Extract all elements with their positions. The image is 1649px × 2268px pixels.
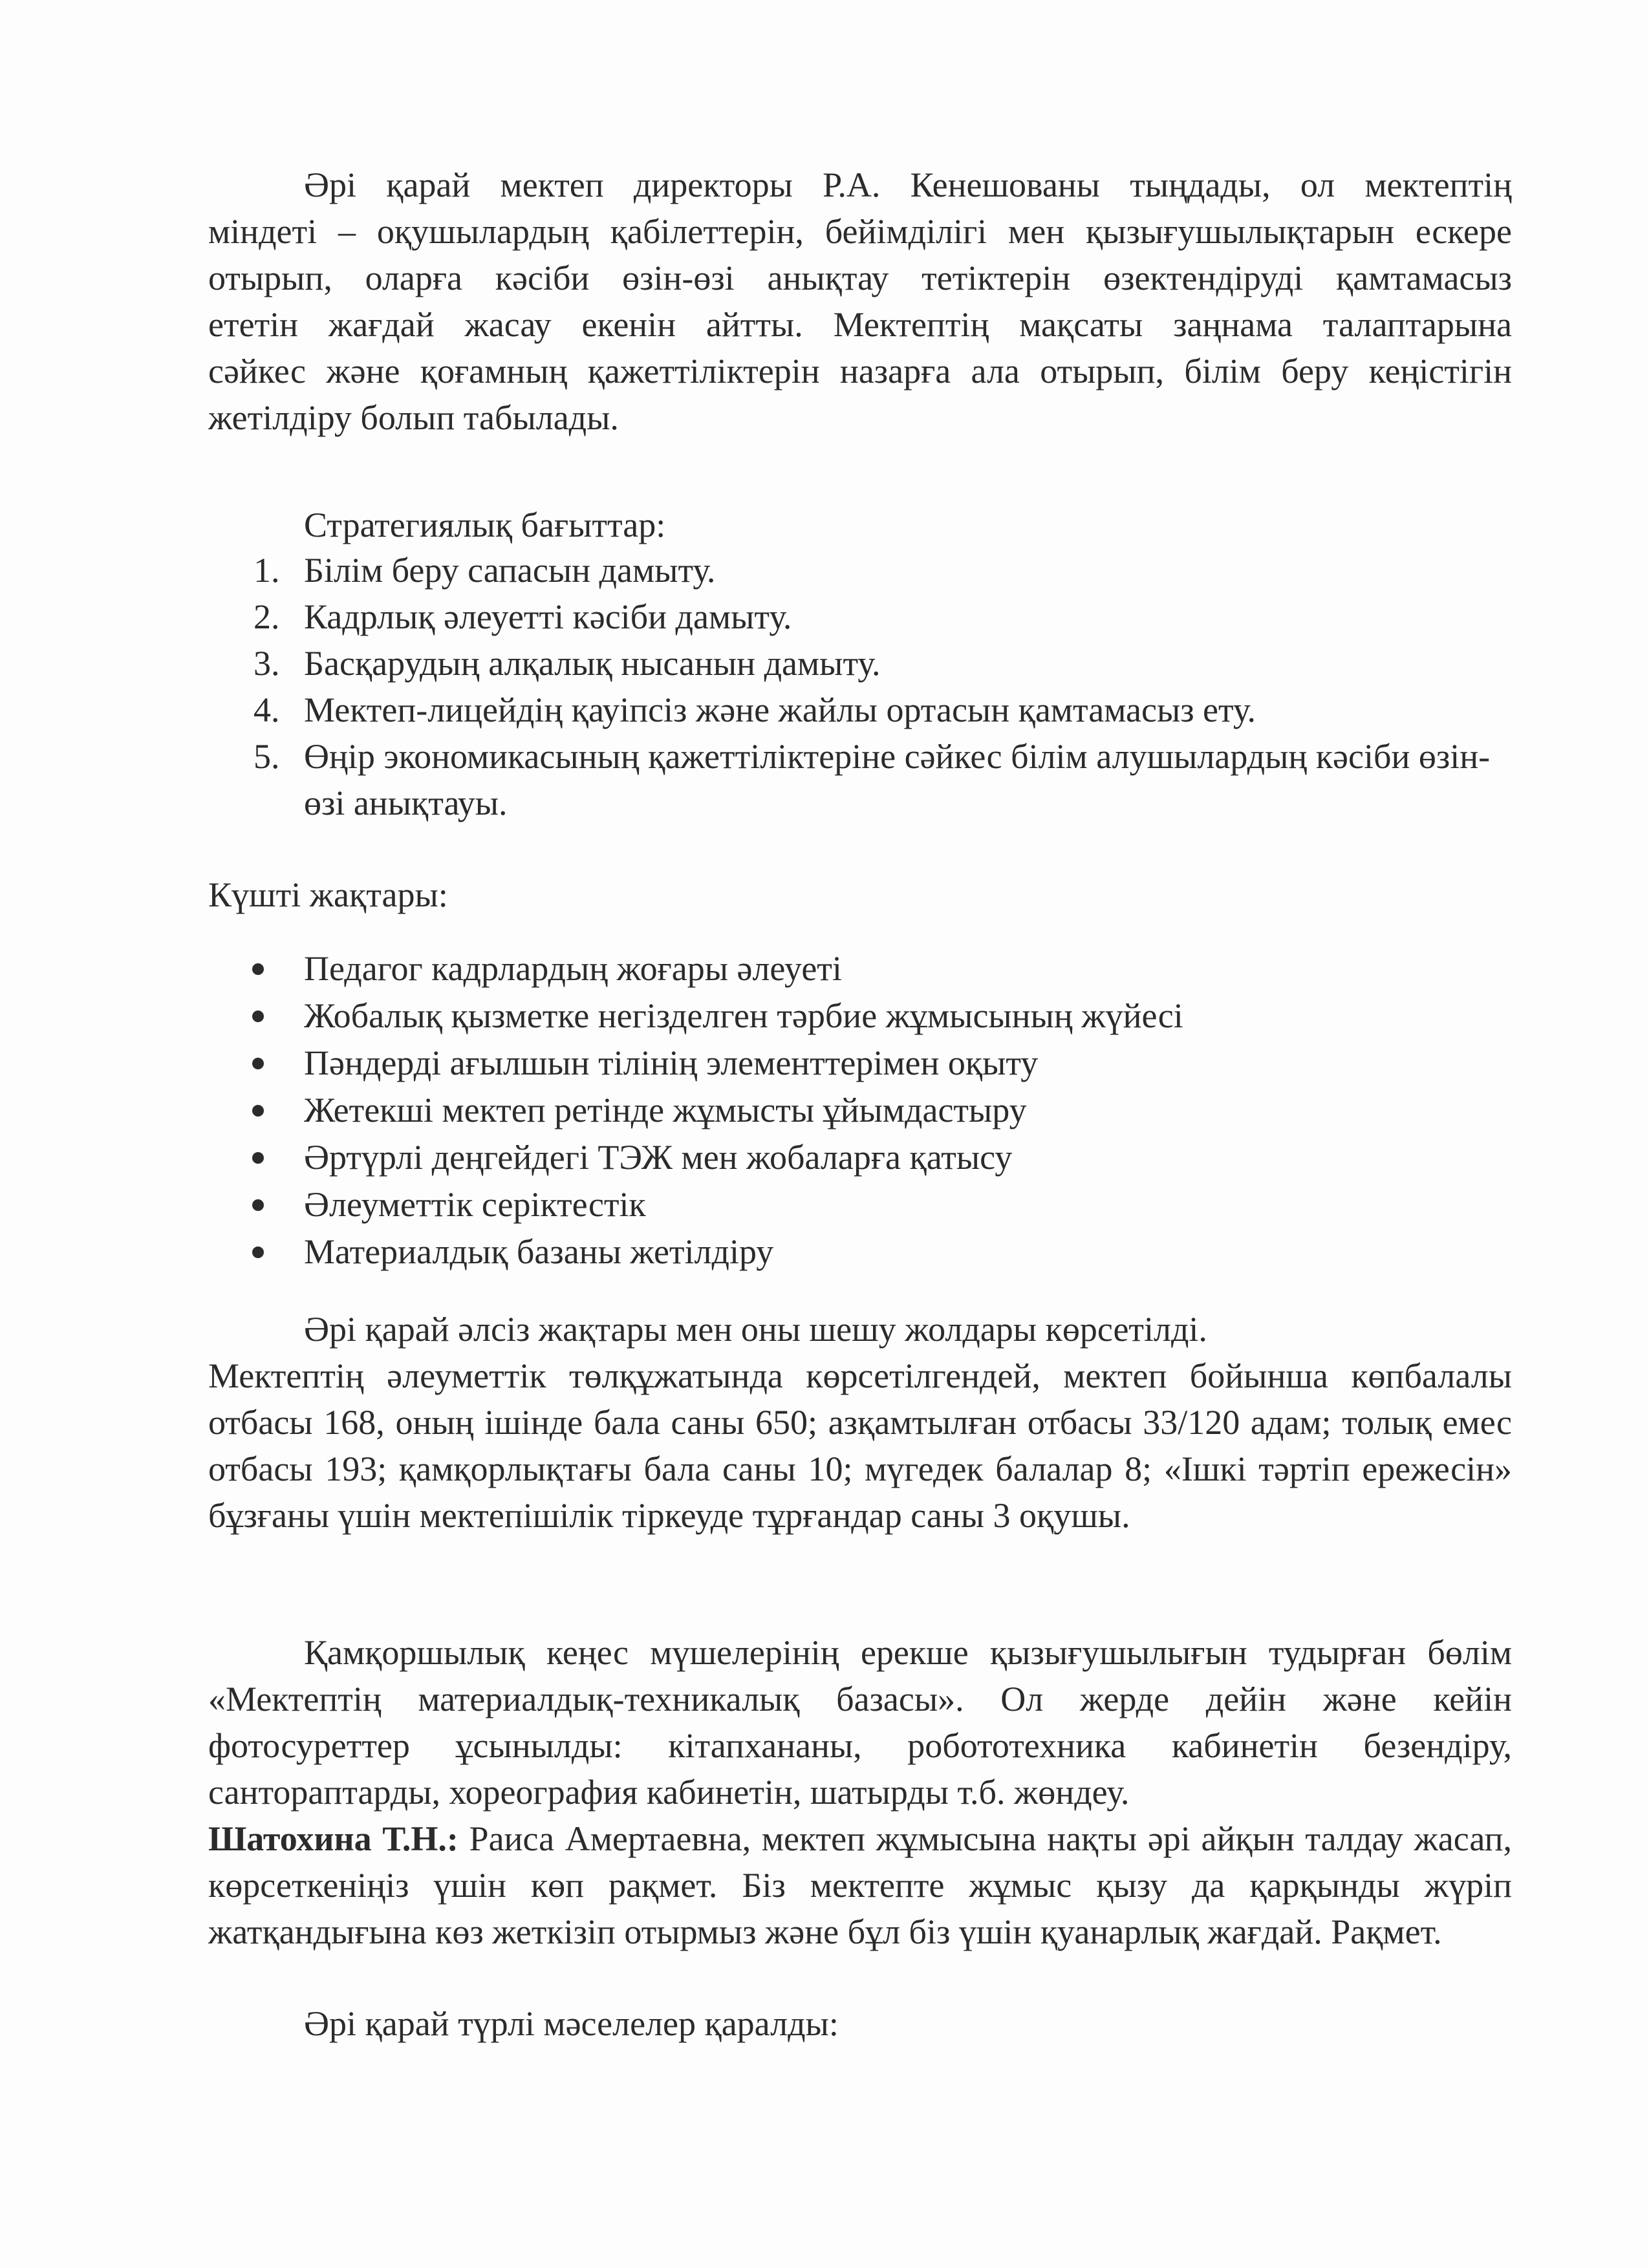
strategic-directions-list — [208, 547, 1527, 826]
intro-line: жетілдіру болып табылады. — [208, 398, 619, 437]
bullet-icon — [252, 1246, 264, 1258]
strategic-directions-title: Стратегиялық бағыттар: — [304, 506, 666, 544]
item-text: Мектеп-лицейдің қауіпсіз және жайлы ортасын қамтамасыз ету. — [304, 690, 1256, 729]
intro-line: ететін жағдай жасау екенін айтты. Мектептің мақсаты заңнама талаптарына — [208, 305, 1512, 344]
item-number: 2. — [253, 597, 280, 636]
strength-item — [208, 1181, 1502, 1228]
intro-line: Әрі қарай мектеп директоры Р.А. Кенешованы тыңдады, ол мектептің — [304, 166, 1512, 204]
item-number: 3. — [253, 644, 280, 683]
strength-item — [208, 945, 1502, 992]
item-text: Білім беру сапасын дамыту. — [304, 551, 716, 590]
strategic-direction-item — [208, 594, 1527, 640]
strategic-direction-item — [208, 733, 1527, 826]
bullet-icon — [252, 1105, 264, 1117]
item-text: Материалдық базаны жетілдіру — [304, 1232, 774, 1271]
bullet-icon — [252, 1058, 264, 1069]
bullet-icon — [252, 963, 264, 975]
intro-line: отырып, оларға кәсіби өзін-өзі анықтау тетіктерін өзектендіруді қамтамасыз — [208, 259, 1512, 297]
closing-section — [208, 2000, 1512, 2047]
bullet-icon — [252, 1011, 264, 1022]
item-text: Әлеуметтік серіктестік — [304, 1185, 646, 1224]
strength-item — [208, 992, 1502, 1040]
intro-line: сәйкес және қоғамның қажеттіліктерін назарға ала отырып, білім беру кеңістігін — [208, 352, 1512, 390]
board-section — [208, 1629, 1512, 1955]
item-text: Жетекші мектеп ретінде жұмысты ұйымдастыру — [304, 1091, 1027, 1129]
strength-item — [208, 1134, 1502, 1181]
item-text: Өңір экономикасының қажеттіліктеріне сәйкес білім алушылардың кәсіби өзін-өзі анықтауы. — [304, 737, 1491, 822]
item-text: Басқарудың алқалық нысанын дамыту. — [304, 644, 881, 683]
item-text: Әртүрлі деңгейдегі ТЭЖ мен жобаларға қатысу — [304, 1138, 1013, 1177]
speaker-paragraph — [208, 1815, 1512, 1955]
item-text: Педагог кадрлардың жоғары әлеуеті — [304, 949, 842, 988]
bullet-icon — [252, 1199, 264, 1211]
item-text: Жобалық қызметке негізделген тәрбие жұмысының жүйесі — [304, 996, 1183, 1035]
strategic-direction-item — [208, 640, 1527, 687]
strategic-direction-item — [208, 687, 1527, 733]
social-passport-paragraph: Мектептің әлеуметтік төлқұжатында көрсетілгендей, мектеп бойынша көпбалалы отбасы 168, оның ішінде бала саны 650; азқамтылған отбасы 33/120 адам; толық емес отбасы 193; қамқорлықтағы бала саны 10; мүгедек балалар 8; «Ішкі тәртіп ережесін» бұзғаны үшін мектепішілік тіркеуде тұрғандар саны 3 оқушы. — [208, 1356, 1512, 1535]
closing-line: Әрі қарай түрлі мәселелер қаралды: — [304, 2004, 839, 2043]
strength-item — [208, 1040, 1502, 1087]
item-number: 1. — [253, 551, 280, 590]
strategic-direction-item — [208, 547, 1527, 594]
strengths-title: Күшті жақтары: — [208, 875, 448, 914]
speaker-text: Раиса Амертаевна, мектеп жұмысына нақты әрі айқын талдау жасап, көрсеткеніңіз үшін көп рақмет. Біз мектепте жұмыс қызу да қарқынды жүріп жатқандығына көз жеткізіп отырмыз және бұл біз үшін қуанарлық жағдай. Рақмет. — [208, 1819, 1512, 1951]
bullet-icon — [252, 1152, 264, 1164]
item-text: Кадрлық әлеуетті кәсіби дамыту. — [304, 597, 792, 636]
strengths-list — [208, 945, 1502, 1276]
item-text: Пәндерді ағылшын тілінің элементтерімен оқыту — [304, 1043, 1039, 1082]
strength-item — [208, 1087, 1502, 1134]
speaker-name: Шатохина Т.Н.: — [208, 1819, 458, 1858]
board-paragraph: Қамқоршылық кеңес мүшелерінің ерекше қызығушылығын тудырған бөлім «Мектептің материалдық-техникалық базасы». Ол жерде дейін және кейін фотосуреттер ұсынылды: кітапхананы, робототехника кабинетін безендіру, санторaптарды, хореография кабинетін, шатырды т.б. жөндеу. — [208, 1633, 1512, 1812]
intro-line: міндеті – оқушылардың қабілеттерін, бейімділігі мен қызығушылықтарын ескере — [208, 212, 1512, 251]
weaknesses-intro: Әрі қарай әлсіз жақтары мен оны шешу жолдары көрсетілді. — [304, 1310, 1207, 1349]
item-number: 4. — [253, 690, 280, 729]
intro-paragraph — [208, 162, 1512, 441]
item-number: 5. — [253, 737, 280, 776]
weaknesses-section — [208, 1306, 1512, 1539]
strength-item — [208, 1228, 1502, 1276]
